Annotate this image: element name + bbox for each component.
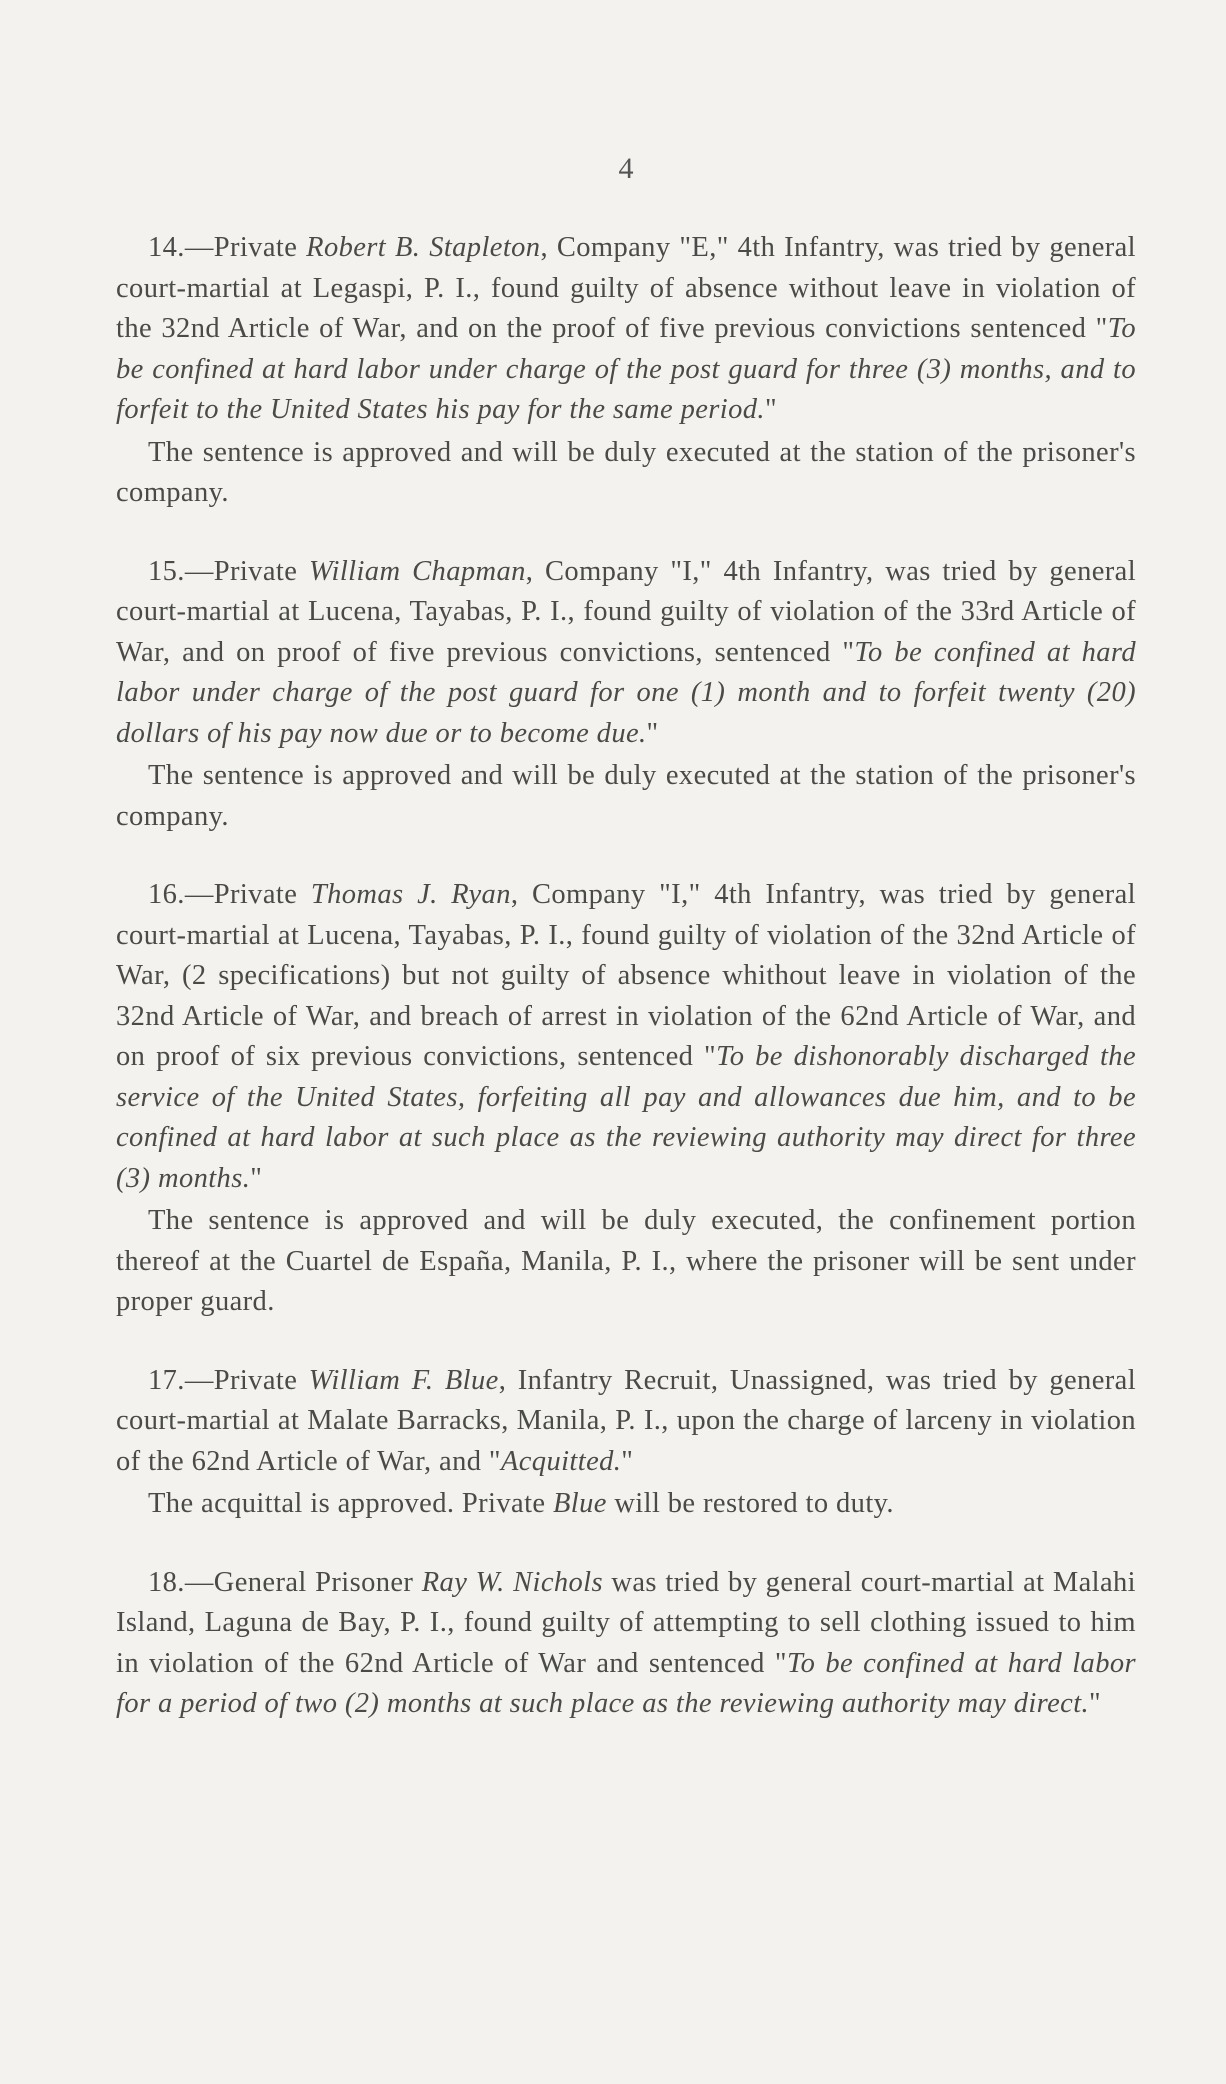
approval-text: The sentence is approved and will be duly executed at the station of the prisoner's company. [116, 436, 1136, 508]
entry-number: 14. [148, 232, 185, 263]
entry-body: 17.—Private William F. Blue, Infantry Recruit, Unassigned, was tried by general court-martial at Malate Barracks, Manila, P. I., upon the charge of larceny in violation of the 62nd Article of War, and "Acquitted." [116, 1364, 1137, 1477]
entry-number: 17. [148, 1364, 185, 1396]
prisoner-name: Blue [552, 1488, 607, 1519]
entry-body: 15.—Private William Chapman, Company "I," 4th Infantry, was tried by general court-martial at Lucena, Tayabas, P. I., found guilty of violation of the 33rd Article of War, and on proof of five previous convictions, sentenced "To be confined at hard labor under charge of the post guard for one (1) month and to forfeit twenty (20) dollars of his pay now due or to become due." [116, 555, 1137, 749]
approval-text: The sentence is approved and will be duly executed, the confinement portion thereof at the Cuartel de España, Manila, P. I., where the prisoner will be sent under proper guard. [116, 1205, 1136, 1317]
sentence-text: To be confined at hard labor under charge of the post guard for one (1) month and to forfeit twenty (20) dollars of his pay now due or to become due. [116, 636, 1136, 749]
entry-15 [116, 552, 1136, 838]
entry-number: 18. [148, 1566, 185, 1598]
entry-body: 18.—General Prisoner Ray W. Nichols was tried by general court-martial at Malahi Island, Laguna de Bay, P. I., found guilty of attempting to sell clothing issued to him in violation of the 62nd Article of War and sentenced "To be confined at hard labor for a period of two (2) months at such place as the reviewing authority may direct." [116, 1566, 1137, 1719]
entry-17 [116, 1361, 1136, 1525]
entry-body: 16.—Private Thomas J. Ryan, Company "I," 4th Infantry, was tried by general court-martial at Lucena, Tayabas, P. I., found guilty of violation of the 32nd Article of War, (2 specifications) but not guilty of absence whithout leave in violation of the 32nd Article of War, and breach of arrest in violation of the 62nd Article of War, and on proof of six previous convictions, sentenced "To be dishonorably discharged the service of the United States, forfeiting all pay and allowances due him, and to be confined at hard labor at such place as the reviewing authority may direct for three (3) months." [116, 879, 1137, 1194]
sentence-text: To be confined at hard labor under charge of the post guard for three (3) months, and to forfeit to the United States his pay for the same period. [116, 313, 1136, 425]
prisoner-name: Ray W. Nichols [421, 1566, 603, 1598]
sentence-text: To be dishonorably discharged the service of the United States, forfeiting all pay and allowances due him, and to be confined at hard labor at such place as the reviewing authority may direct for three (3) months. [116, 1041, 1136, 1194]
page-number: 4 [618, 152, 634, 185]
entry-16 [116, 875, 1136, 1323]
verdict-text: Acquitted. [500, 1445, 622, 1477]
entry-number: 16. [148, 879, 185, 910]
entry-18 [116, 1563, 1136, 1725]
prisoner-name: William Chapman [308, 555, 526, 587]
sentence-text: To be confined at hard labor for a period of two (2) months at such place as the reviewing authority may direct. [116, 1647, 1136, 1719]
entry-14 [116, 228, 1136, 514]
prisoner-name: Robert B. Stapleton [306, 232, 541, 263]
prisoner-name: Thomas J. Ryan [310, 879, 511, 910]
approval-text: The sentence is approved and will be duly executed at the station of the prisoner's company. [116, 760, 1136, 832]
entry-number: 15. [148, 555, 185, 587]
prisoner-name: William F. Blue [308, 1364, 499, 1396]
entry-body: 14.—Private Robert B. Stapleton, Company "E," 4th Infantry, was tried by general court-martial at Legaspi, P. I., found guilty of absence without leave in violation of the 32nd Article of War, and on the proof of five previous convictions sentenced "To be confined at hard labor under charge of the post guard for three (3) months, and to forfeit to the United States his pay for the same period." [116, 232, 1137, 425]
approval-text: The acquittal is approved. Private Blue will be restored to duty. [148, 1488, 894, 1519]
